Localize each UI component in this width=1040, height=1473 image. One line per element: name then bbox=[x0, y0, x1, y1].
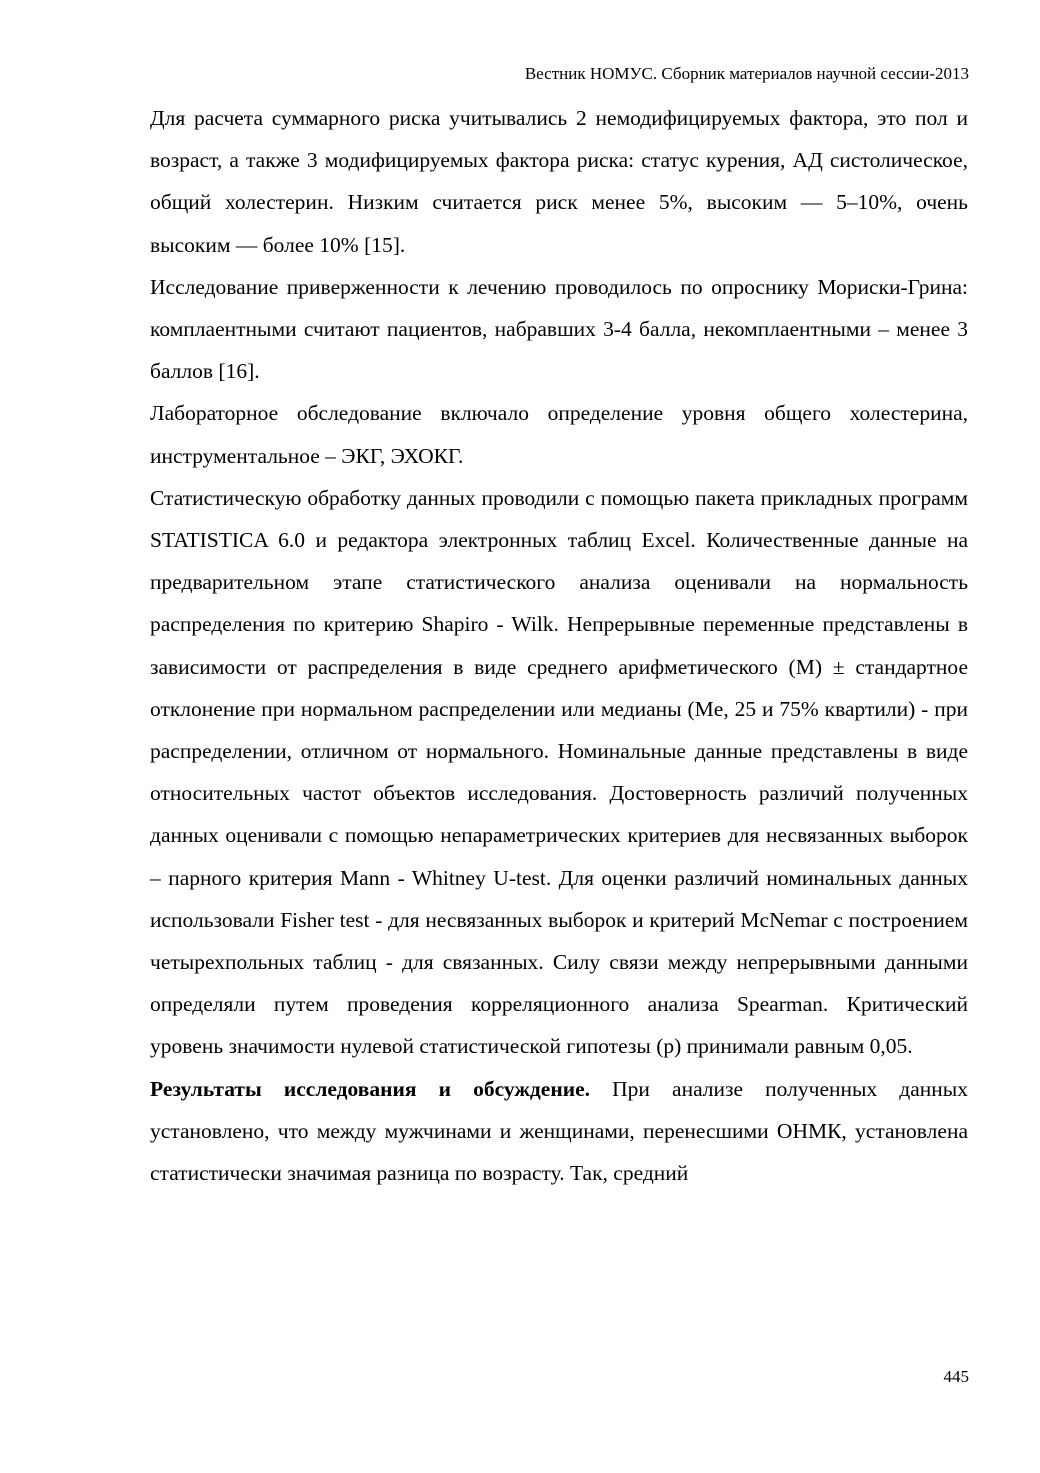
paragraph-adherence: Исследование приверженности к лечению проводилось по опроснику Мориски-Грина: комплаентными считают пациентов, набравших 3-4 балла, некомплаентными – менее 3 баллов [16]. bbox=[150, 274, 968, 384]
paragraph-risk-calculation: Для расчета суммарного риска учитывались 2 немодифицируемых фактора, это пол и возраст, а также 3 модифицируемых фактора риска: статус курения, АД систолическое, общий холестерин. Низким считается риск менее 5%, высоким — 5–10%, очень высоким — более 10% [15]. bbox=[150, 106, 968, 257]
results-heading: Результаты исследования и обсуждение. bbox=[150, 1076, 591, 1101]
running-header: Вестник НОМУС. Сборник материалов научной сессии-2013 bbox=[524, 64, 969, 83]
paragraph-laboratory: Лабораторное обследование включало определение уровня общего холестерина, инструментальное – ЭКГ, ЭХОКГ. bbox=[150, 401, 968, 468]
page-number: 445 bbox=[943, 1367, 969, 1386]
paragraph-results bbox=[150, 1068, 968, 1195]
paragraph-statistics: Статистическую обработку данных проводили с помощью пакета прикладных программ STATISTICA 6.0 и редактора электронных таблиц Excel. Количественные данные на предварительном этапе статистического анализа оценивали на нормальность распределения по критерию Shapiro - Wilk. Непрерывные переменные представлены в зависимости от распределения в виде среднего арифметического (M) ± стандартное отклонение при нормальном распределении или медианы (Me, 25 и 75% квартили) - при распределении, отличном от нормального. Номинальные данные представлены в виде относительных частот объектов исследования. Достоверность различий полученных данных оценивали с помощью непараметрических критериев для несвязанных выборок – парного критерия Mann - Whitney U-test. Для оценки различий номинальных данных использовали Fisher test - для несвязанных выборок и критерий McNemar с построением четырехпольных таблиц - для связанных. Силу связи между непрерывными данными определяли путем проведения корреляционного анализа Spearman. Критический уровень значимости нулевой статистической гипотезы (р) принимали равным 0,05. bbox=[150, 485, 968, 1059]
results-text: При анализе полученных данных установлено, что между мужчинами и женщинами, перенесшими ОНМК, установлена статистически значимая разница по возрасту. Так, средний bbox=[150, 1076, 968, 1186]
body-text bbox=[150, 97, 968, 1194]
